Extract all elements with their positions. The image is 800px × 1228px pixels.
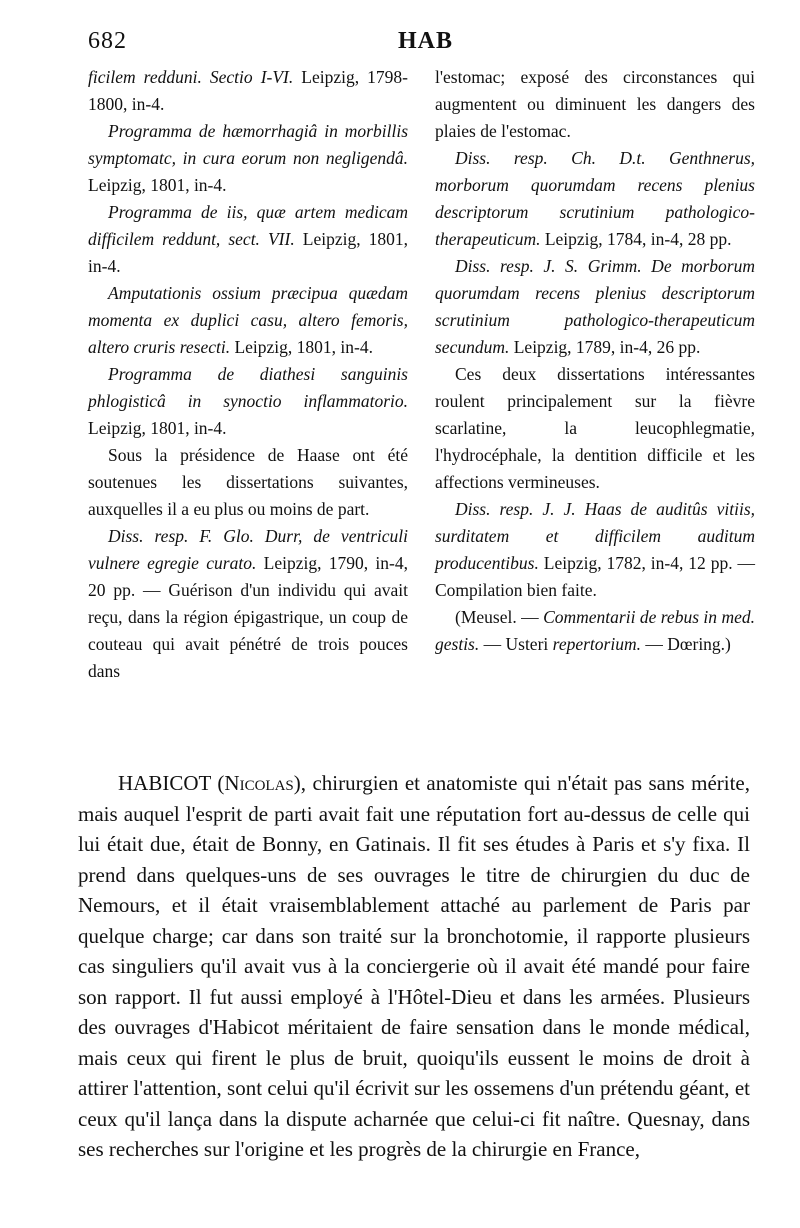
entry-text: Ces deux dissertations intéressantes roulent principalement sur la fièvre scarlatine, la leucophlegmatie, l'hydrocéphale, la dentition difficile et les affections vermineuses. <box>435 364 755 492</box>
name-close-paren: ), <box>293 771 313 795</box>
bibliography-entry <box>435 64 755 145</box>
entry-title-text: Programma de hæmorrhagiâ in morbillis symptomatc, in cura eorum non negligendâ. <box>88 121 408 168</box>
bibliography-entry <box>88 280 408 361</box>
article-headword: HABICOT <box>118 771 211 795</box>
bibliography-entry <box>88 361 408 442</box>
entry-text: Leipzig, 1789, in-4, 26 pp. <box>509 337 701 357</box>
entry-title-text: Commentarii de rebus in med. gestis. <box>435 607 755 654</box>
entry-text: — Dœring.) <box>640 634 731 654</box>
entry-title-text: Diss. resp. J. S. Grimm. De morborum quorumdam recens plenius descriptorum scrutinium pathologico-therapeuticum secundum. <box>435 256 755 357</box>
bibliography-entry <box>88 199 408 280</box>
entry-text: — Usteri <box>479 634 553 654</box>
bibliography-entry <box>88 442 408 523</box>
entry-text: Leipzig, 1801, in-4. <box>88 229 408 276</box>
running-head: HAB <box>398 28 454 54</box>
page-header <box>88 28 748 62</box>
entry-text: Leipzig, 1784, in-4, 28 pp. <box>540 229 732 249</box>
entry-title-text: Programma de diathesi sanguinis phlogisticâ in synoctio inflammatorio. <box>88 364 408 411</box>
bibliography-entry <box>88 64 408 118</box>
name-open-paren: ( <box>210 771 225 795</box>
entry-title-text: Diss. resp. J. J. Haas de auditûs vitiis, surditatem et difficilem auditum producentibus. <box>435 499 755 573</box>
article-text: chirurgien et anatomiste qui n'était pas sans mérite, mais auquel l'esprit de parti avait fait une réputation fort au-dessus de celle qui lui était due, était de Bonny, en Gatinais. Il fit ses études à Paris et s'y fixa. Il prend dans quelques-uns de ses ouvrages le titre de chirurgien du duc de Nemours, et il était vraisemblablement attaché au parlement de Paris par quelque charge; car dans son traité sur la bronchotomie, il rapporte plusieurs cas singuliers qu'il avait vus à la conciergerie où il avait été mandé pour faire son rapport. Il fut aussi employé à l'Hôtel-Dieu et dans les armées. Plusieurs des ouvrages d'Habicot méritaient de faire sensation dans le monde médical, mais ceux qui firent le plus de bruit, quoiqu'ils eussent le moins de droit à attirer l'attention, sont celui qu'il écrivit sur les ossemens d'un prétendu géant, et ceux qu'il lança dans la dispute acharnée que celui-ci fit naître. Quesnay, dans ses recherches sur l'origine et les progrès de la chirurgie en France, <box>78 771 750 1161</box>
article-paragraph <box>78 768 750 1165</box>
bibliography-entry <box>88 118 408 199</box>
entry-title-text: Diss. resp. F. Glo. Durr, de ventriculi vulnere egregie curato. <box>88 526 408 573</box>
bibliography-entry <box>435 145 755 253</box>
bibliography-entry <box>435 253 755 361</box>
article-body <box>78 768 750 1165</box>
bibliography-entry <box>88 523 408 685</box>
article-given-name: Nicolas <box>224 771 294 795</box>
entry-text: Leipzig, 1801, in-4. <box>230 337 373 357</box>
entry-text: Sous la présidence de Haase ont été soutenues les dissertations suivantes, auxquelles il a eu plus ou moins de part. <box>88 445 408 519</box>
entry-text: Leipzig, 1782, in-4, 12 pp. — Compilation bien faite. <box>435 553 755 600</box>
entry-title-text: ficilem redduni. Sectio I-VI. <box>88 67 294 87</box>
entry-title-text: repertorium. <box>552 634 641 654</box>
entry-text: l'estomac; exposé des circonstances qui augmentent ou diminuent les dangers des plaies de l'estomac. <box>435 67 755 141</box>
entry-text: Leipzig, 1801, in-4. <box>88 418 227 438</box>
left-column <box>88 64 408 685</box>
entry-title-text: Amputationis ossium præcipua quædam momenta ex duplici casu, altero femoris, altero cruris resecti. <box>88 283 408 357</box>
entry-text: Leipzig, 1801, in-4. <box>88 175 227 195</box>
entry-text: Leipzig, 1798-1800, in-4. <box>88 67 409 114</box>
entry-title-text: Programma de iis, quæ artem medicam difficilem reddunt, sect. VII. <box>88 202 408 249</box>
right-column <box>435 64 755 658</box>
bibliography-entry <box>435 361 755 496</box>
entry-text: Leipzig, 1790, in-4, 20 pp. — Guérison d'un individu qui avait reçu, dans la région épigastrique, un coup de couteau qui avait pénétré de trois pouces dans <box>88 553 409 681</box>
entry-title-text: Diss. resp. Ch. D.t. Genthnerus, morborum quorumdam recens plenius descriptorum scrutinium pathologico-therapeuticum. <box>435 148 755 249</box>
entry-text: (Meusel. — <box>455 607 544 627</box>
bibliography-entry <box>435 604 755 658</box>
bibliography-entry <box>435 496 755 604</box>
page-number: 682 <box>88 28 127 54</box>
